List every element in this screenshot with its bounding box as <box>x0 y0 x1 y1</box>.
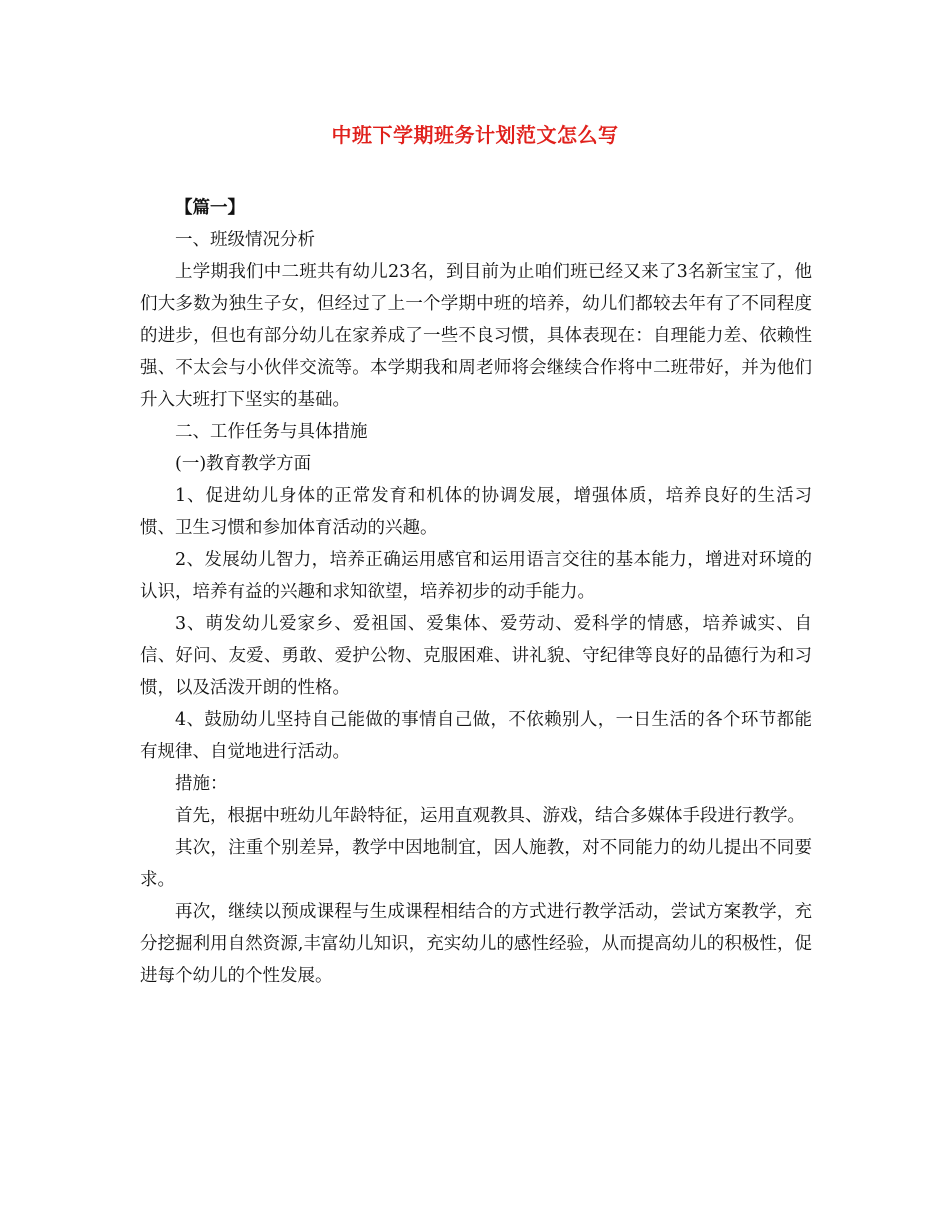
section-heading-tasks: 二、工作任务与具体措施 <box>175 422 368 442</box>
section-marker: 【篇一】 <box>175 198 245 218</box>
list-item-goal-1: 1、促进幼儿身体的正常发育和机体的协调发展，增强体质，培养良好的生活习惯、卫生习惯和参加体育活动的兴趣。 <box>140 486 812 538</box>
list-item-goal-4: 4、鼓励幼儿坚持自己能做的事情自己做，不依赖别人，一日生活的各个环节都能有规律、自觉地进行活动。 <box>140 710 812 762</box>
paragraph-measure-second: 其次，注重个别差异，教学中因地制宜，因人施教，对不同能力的幼儿提出不同要求。 <box>140 838 812 890</box>
paragraph-measure-third: 再次，继续以预成课程与生成课程相结合的方式进行教学活动，尝试方案教学，充分挖掘利用自然资源,丰富幼儿知识，充实幼儿的感性经验，从而提高幼儿的积极性，促进每个幼儿的个性发展。 <box>140 902 812 986</box>
paragraph-measure-first: 首先，根据中班幼儿年龄特征，运用直观教具、游戏，结合多媒体手段进行教学。 <box>175 806 805 826</box>
list-item-goal-2: 2、发展幼儿智力，培养正确运用感官和运用语言交往的基本能力，增进对环境的认识，培养有益的兴趣和求知欲望，培养初步的动手能力。 <box>140 550 812 602</box>
document-body <box>140 192 812 992</box>
list-item-goal-3: 3、萌发幼儿爱家乡、爱祖国、爱集体、爱劳动、爱科学的情感，培养诚实、自信、好问、友爱、勇敢、爱护公物、克服困难、讲礼貌、守纪律等良好的品德行为和习惯，以及活泼开朗的性格。 <box>140 614 812 698</box>
section-heading-class-analysis: 一、班级情况分析 <box>175 230 315 250</box>
document-title: 中班下学期班务计划范文怎么写 <box>331 123 619 147</box>
subsection-heading-teaching: (一)教育教学方面 <box>175 454 312 474</box>
paragraph-class-analysis: 上学期我们中二班共有幼儿23名，到目前为止咱们班已经又来了3名新宝宝了，他们大多数为独生子女，但经过了上一个学期中班的培养，幼儿们都较去年有了不同程度的进步，但也有部分幼儿在家养成了一些不良习惯，具体表现在：自理能力差、依赖性强、不太会与小伙伴交流等。本学期我和周老师将会继续合作将中二班带好，并为他们升入大班打下坚实的基础。 <box>140 262 812 410</box>
measures-label: 措施： <box>175 774 228 794</box>
